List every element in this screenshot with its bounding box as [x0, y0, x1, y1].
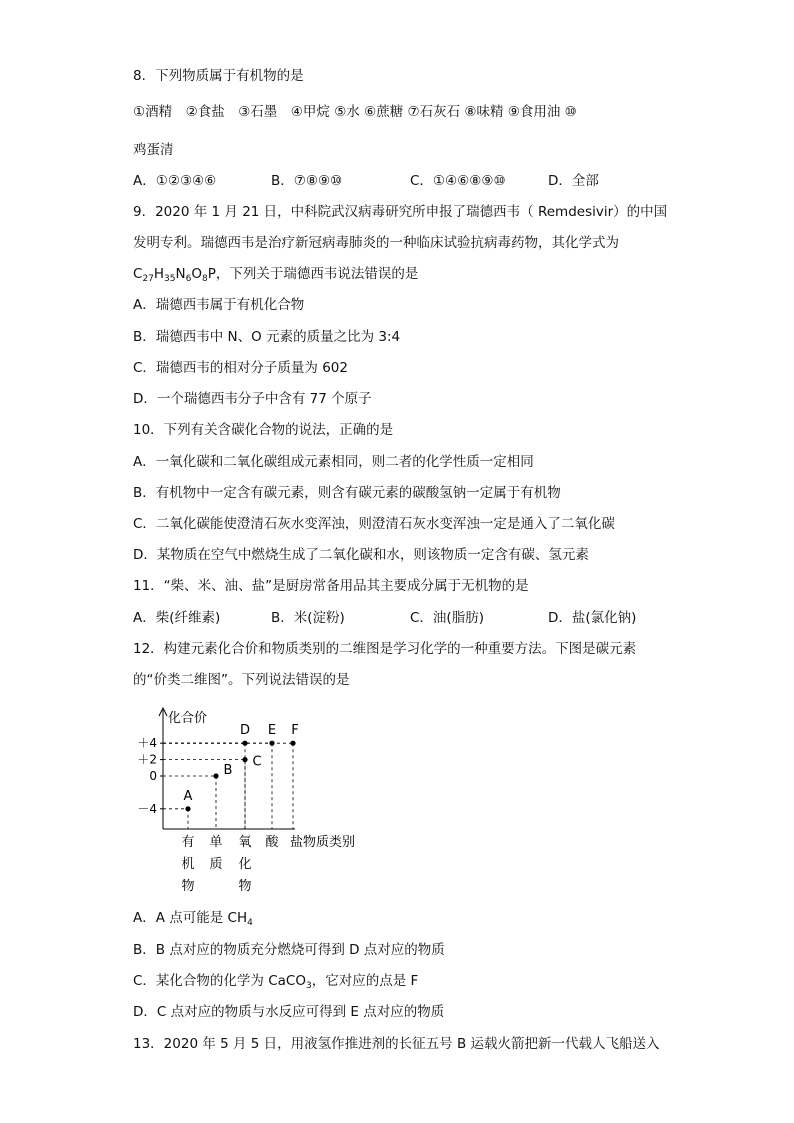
- q10-option-d: D．某物质在空气中燃烧生成了二氧化碳和水，则该物质一定含有碳、氢元素: [133, 547, 589, 563]
- q10-option-a: A．一氧化碳和二氧化碳组成元素相同，则二者的化学性质一定相同: [133, 454, 534, 470]
- q9-stem-line3: $C_{27}H_{35}N_6O_8P$，下列关于瑞德西韦说法错误的是: [133, 266, 419, 284]
- y-tick-label: －4: [137, 801, 157, 816]
- point-label-D: D: [239, 723, 251, 739]
- valence-category-chart: [133, 700, 373, 900]
- point-A: [185, 806, 190, 811]
- x-category-char: 机: [181, 857, 195, 872]
- q9-stem-line1: 9．2020 年 1 月 21 日，中科院武汉病毒研究所申报了瑞德西韦（ Remdesivir）的中国: [133, 204, 668, 220]
- y-tick-label: ＋2: [137, 752, 157, 767]
- point-F: [290, 741, 295, 746]
- q11-option-a: A．柴(纤维素): [133, 610, 221, 626]
- point-label-E: E: [267, 723, 277, 739]
- y-axis-label: 化合价: [168, 711, 208, 726]
- y-tick-label: 0: [149, 769, 157, 783]
- q12-stem-line2: 的“价类二维图”。下列说法错误的是: [133, 672, 350, 688]
- point-label-B: B: [223, 763, 233, 778]
- q9-stem-line2: 发明专利。瑞德西韦是治疗新冠病毒肺炎的一种临床试验抗病毒药物，其化学式为: [133, 235, 619, 251]
- x-category-label: 盐物质类别: [290, 835, 356, 850]
- q8-items-cont: 鸡蛋清: [133, 142, 174, 158]
- q10-option-b: B．有机物中一定含有碳元素，则含有碳元素的碳酸氢钠一定属于有机物: [133, 485, 561, 501]
- q9-option-c: C．瑞德西韦的相对分子质量为 602: [133, 360, 348, 376]
- x-category-char: 物: [238, 879, 252, 894]
- x-category-label: [265, 835, 279, 850]
- q12-option-c: C．某化合物的化学为 CaCO$_3$，它对应的点是 F: [133, 973, 419, 991]
- q11-option-b: B．米(淀粉): [271, 610, 345, 626]
- x-category-char: 有: [181, 835, 195, 850]
- x-category-label: [209, 835, 222, 872]
- x-category-char: 酸: [265, 835, 279, 850]
- q11-option-d: D．盐(氯化钠): [548, 610, 637, 626]
- q8-option-d: D．全部: [548, 173, 599, 189]
- q9-option-d: D．一个瑞德西韦分子中含有 77 个原子: [133, 391, 372, 407]
- q13-stem-line1: 13．2020 年 5 月 5 日，用液氢作推进剂的长征五号 B 运载火箭把新一代载人飞船送入: [133, 1036, 660, 1052]
- point-label-A: A: [183, 788, 193, 804]
- q11-stem: 11．“柴、米、油、盐”是厨房常备用品其主要成分属于无机物的是: [133, 578, 529, 594]
- q12-option-a: A．A 点可能是 $CH_4$: [133, 910, 253, 928]
- q10-stem: 10．下列有关含碳化合物的说法，正确的是: [133, 422, 394, 438]
- x-category-char: 化: [238, 857, 252, 872]
- x-category-char: 物: [181, 879, 195, 894]
- x-category-label: [181, 835, 194, 894]
- q8-option-b: B．⑦⑧⑨⑩: [271, 173, 343, 189]
- q8-stem: 8．下列物质属于有机物的是: [133, 68, 304, 84]
- x-category-char: 单: [209, 835, 223, 850]
- point-B: [213, 773, 218, 778]
- q8-option-c: C．①④⑥⑧⑨⑩: [410, 173, 506, 189]
- x-category-label: [238, 835, 251, 894]
- q10-option-c: C．二氧化碳能使澄清石灰水变浑浊，则澄清石灰水变浑浊一定是通入了二氧化碳: [133, 516, 615, 532]
- q12-stem-line1: 12．构建元素化合价和物质类别的二维图是学习化学的一种重要方法。下图是碳元素: [133, 641, 637, 657]
- q12-option-b: B．B 点对应的物质充分燃烧可得到 D 点对应的物质: [133, 942, 445, 958]
- q9-option-b: B．瑞德西韦中 N、O 元素的质量之比为 3:4: [133, 329, 401, 345]
- x-category-char: 氧: [238, 835, 252, 850]
- point-label-C: C: [252, 754, 262, 770]
- y-tick-label: ＋4: [137, 736, 157, 751]
- q9-option-a: A．瑞德西韦属于有机化合物: [133, 297, 305, 313]
- q8-items: ①酒精 ②食盐 ③石墨 ④甲烷 ⑤水 ⑥蔗糖 ⑦石灰石 ⑧味精 ⑨食用油 ⑩: [133, 104, 577, 120]
- q8-option-a: A．①②③④⑥: [133, 173, 217, 189]
- x-category-char: 质: [209, 857, 223, 872]
- point-label-F: F: [291, 723, 299, 739]
- q11-option-c: C．油(脂肪): [410, 610, 484, 626]
- chemical-formula: $C_{27}H_{35}N_6O_8P$: [133, 266, 216, 284]
- q12-option-d: D．C 点对应的物质与水反应可得到 E 点对应的物质: [133, 1004, 445, 1020]
